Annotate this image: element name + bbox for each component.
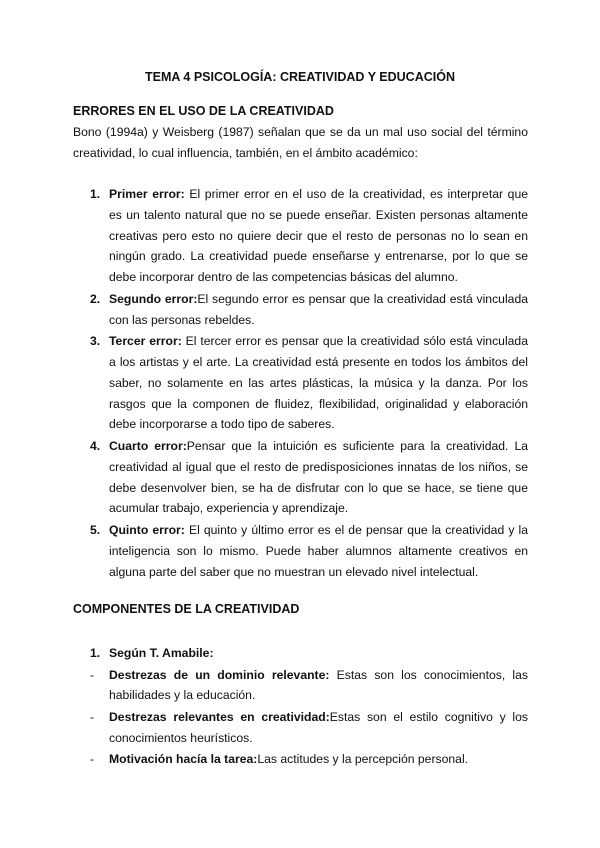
list-item <box>73 520 528 582</box>
error-text: El primer error en el uso de la creatividad, es interpretar que es un talento natural que no se puede enseñar. Existen personas altamente creativas pero esto no quiere decir que el resto de personas no lo sean en ningún grado. La creatividad puede enseñarse y entrenarse, por lo que se debe incorporar dentro de las competencias básicas del alumno. <box>109 187 529 285</box>
list-number: 4. <box>90 438 101 453</box>
list-number: 2. <box>90 291 101 306</box>
error-lead: Cuarto error: <box>109 438 187 453</box>
page-title: TEMA 4 PSICOLOGÍA: CREATIVIDAD Y EDUCACIÓN <box>145 70 455 84</box>
list-number: 5. <box>90 522 101 537</box>
error-lead: Primer error: <box>109 187 185 201</box>
error-text: El tercer error es pensar que la creatividad sólo está vinculada a los artistas y el arte. La creatividad está presente en todos los ámbitos del saber, no solamente en las artes plásticas, la música y la danza. Por los rasgos que la componen de fluidez, flexibilidad, originalidad y elaboración debe incorporarse a todo tipo de saberes. <box>109 334 528 432</box>
list-number: 1. <box>90 646 101 660</box>
error-text: Pensar que la intuición es suficiente para la creatividad. La creatividad al igual que el resto de predisposiciones innatas de los niños, se debe desenvolver bien, se ha de disfrutar con lo que se hace, se tiene que acumular trabajo, experiencia y aprendizaje. <box>109 438 528 516</box>
component-text: Estas son el estilo cognitivo y los conocimientos heurísticos. <box>109 709 528 745</box>
list-number: 3. <box>90 334 101 349</box>
subheading-text: Según T. Amabile: <box>109 646 214 660</box>
list-item <box>73 665 528 707</box>
component-text: Estas son los conocimientos, las habilidades y la educación. <box>109 667 528 703</box>
error-lead: Quinto error: <box>109 522 185 537</box>
error-text: El quinto y último error es el de pensar que la creatividad y la inteligencia son lo mismo. Puede haber alumnos altamente creativos en alguna parte del saber que no muestran un elevado nivel intelectual. <box>109 522 528 579</box>
section-heading-componentes: COMPONENTES DE LA CREATIVIDAD <box>73 602 300 616</box>
components-list <box>73 643 528 770</box>
list-item <box>73 436 528 519</box>
component-text: Las actitudes y la percepción personal. <box>257 752 469 767</box>
list-item <box>73 184 528 288</box>
error-text: El segundo error es pensar que la creatividad está vinculada con las personas rebeldes. <box>109 291 528 327</box>
list-item <box>73 707 528 749</box>
list-item <box>73 749 528 770</box>
error-lead: Segundo error: <box>109 291 198 306</box>
component-lead: Destrezas de un dominio relevante: <box>109 667 330 682</box>
component-lead: Motivación hacía la tarea: <box>109 752 258 767</box>
section-heading-errores: ERRORES EN EL USO DE LA CREATIVIDAD <box>73 104 334 118</box>
error-lead: Tercer error: <box>109 334 182 349</box>
bullet-dash: - <box>90 752 95 767</box>
bullet-dash: - <box>90 667 95 682</box>
bullet-dash: - <box>90 709 95 724</box>
list-number: 1. <box>90 187 101 201</box>
subheading-item <box>73 643 528 664</box>
intro-paragraph: Bono (1994a) y Weisberg (1987) señalan que se da un mal uso social del término creatividad, lo cual influencia, también, en el ámbito académico: <box>73 125 528 160</box>
errors-list <box>73 184 528 582</box>
list-item <box>73 289 528 331</box>
list-item <box>73 331 528 435</box>
component-lead: Destrezas relevantes en creatividad: <box>109 709 330 724</box>
